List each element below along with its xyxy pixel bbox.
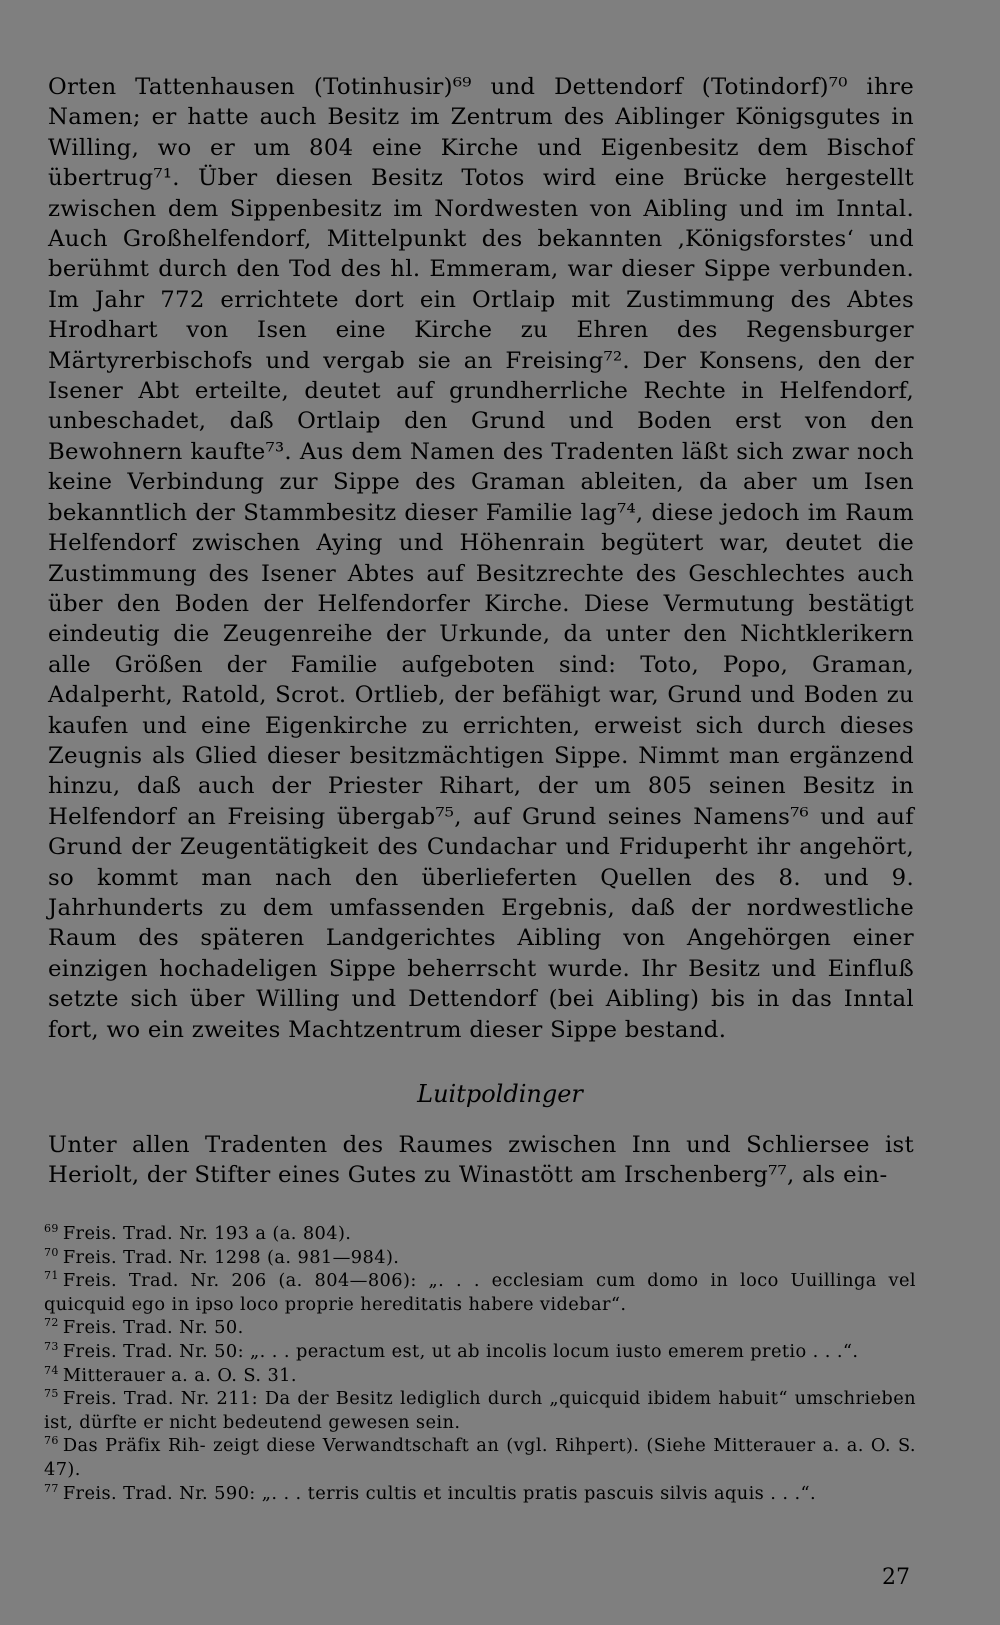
footnote [44,1269,916,1316]
footnote-number: 71 [44,1269,59,1283]
footnote-number: 75 [44,1387,59,1401]
footnote-text: Freis. Trad. Nr. 193 a (a. 804). [62,1223,352,1244]
footnote-text: Das Präfix Rih- zeigt diese Verwandtschaft an (vgl. Rihpert). (Siehe Mitterauer a. a. O. S. 47). [44,1435,916,1480]
footnote-number: 74 [44,1363,59,1377]
footnote-number: 77 [44,1481,59,1495]
footnote-number: 73 [44,1340,59,1354]
footnote-text: Freis. Trad. Nr. 206 (a. 804—806): „. . . ecclesiam cum domo in loco Uuillinga vel quicquid ego in ipso loco proprie hereditatis habere videbar“. [44,1270,916,1315]
footnote-number: 69 [44,1222,59,1236]
footnote-number: 76 [44,1434,59,1448]
footnote [44,1222,916,1246]
footnote [44,1482,916,1506]
footnote-text: Mitterauer a. a. O. S. 31. [62,1364,297,1386]
footnote-text: Freis. Trad. Nr. 1298 (a. 981—984). [62,1246,400,1268]
footnote [44,1246,916,1270]
footnote-text: Freis. Trad. Nr. 590: „. . . terris cultis et incultis pratis pascuis silvis aquis . . .“. [62,1482,817,1504]
footnote-text: Freis. Trad. Nr. 50: „. . . peractum est, ut ab incolis locum iusto emerem pretio . . .“. [62,1340,859,1362]
footnote-text: Freis. Trad. Nr. 211: Da der Besitz lediglich durch „quicquid ibidem habuit“ umschrieben ist, dürfte er nicht bedeutend gewesen sein. [44,1388,916,1433]
section-heading: Luitpoldinger [417,1080,583,1108]
footnote-number: 70 [44,1245,59,1259]
paragraph-2: Unter allen Tradenten des Raumes zwischen Inn und Schliersee ist Heriolt, der Stifter eines Gutes zu Winastött am Irschenberg⁷⁷, als ein- [48,1132,914,1189]
footnote [44,1387,916,1434]
page-number: 27 [882,1565,910,1590]
footnote [44,1340,916,1364]
footnote-text: Freis. Trad. Nr. 50. [62,1317,244,1339]
main-paragraph [48,72,914,1045]
footnotes [44,1222,916,1505]
paragraph-1: Orten Tattenhausen (Totinhusir)⁶⁹ und Dettendorf (Totindorf)⁷⁰ ihre Namen; er hatte auch Besitz im Zentrum des Aiblinger Königsgutes in Willing, wo er um 804 eine Kirche und Eigenbesitz dem Bischof übertrug⁷¹. Über diesen Besitz Totos wird eine Brücke hergestellt zwischen dem Sippenbesitz im Nordwesten von Aibling und im Inntal. Auch Großhelfendorf, Mittelpunkt des bekannten ‚Königsforstes‘ und berühmt durch den Tod des hl. Emmeram, war dieser Sippe verbunden. Im Jahr 772 errichtete dort ein Ortlaip mit Zustimmung des Abtes Hrodhart von Isen eine Kirche zu Ehren des Regensburger Märtyrerbischofs und vergab sie an Freising⁷². Der Konsens, den der Isener Abt erteilte, deutet auf grundherrliche Rechte in Helfendorf, unbeschadet, daß Ortlaip den Grund und Boden erst von den Bewohnern kaufte⁷³. Aus dem Namen des Tradenten läßt sich zwar noch keine Verbindung zur Sippe des Graman ableiten, da aber um Isen bekanntlich der Stammbesitz dieser Familie lag⁷⁴, diese jedoch im Raum Helfendorf zwischen Aying und Höhenrain begütert war, deutet die Zustimmung des Isener Abtes auf Besitzrechte des Geschlechtes auch über den Boden der Helfendorfer Kirche. Diese Vermutung bestätigt eindeutig die Zeugenreihe der Urkunde, da unter den Nichtklerikern alle Größen der Familie aufgeboten sind: Toto, Popo, Graman, Adalperht, Ratold, Scrot. Ortlieb, der befähigt war, Grund und Boden zu kaufen und eine Eigenkirche zu errichten, erweist sich durch dieses Zeugnis als Glied dieser besitzmächtigen Sippe. Nimmt man ergänzend hinzu, daß auch der Priester Rihart, der um 805 seinen Besitz in Helfendorf an Freising übergab⁷⁵, auf Grund seines Namens⁷⁶ und auf Grund der Zeugentätigkeit des Cundachar und Friduperht ihr angehört, so kommt man nach den überlieferten Quellen des 8. und 9. Jahrhunderts zu dem umfassenden Ergebnis, daß der nordwestliche Raum des späteren Landgerichtes Aibling von Angehörgen einer einzigen hochadeligen Sippe beherrscht wurde. Ihr Besitz und Einfluß setzte sich über Willing und Dettendorf (bei Aibling) bis in das Inntal fort, wo ein zweites Machtzentrum dieser Sippe bestand. [48,74,914,1043]
footnote [44,1316,916,1340]
footnote [44,1434,916,1481]
footnote-number: 72 [44,1316,59,1330]
footnote [44,1364,916,1388]
